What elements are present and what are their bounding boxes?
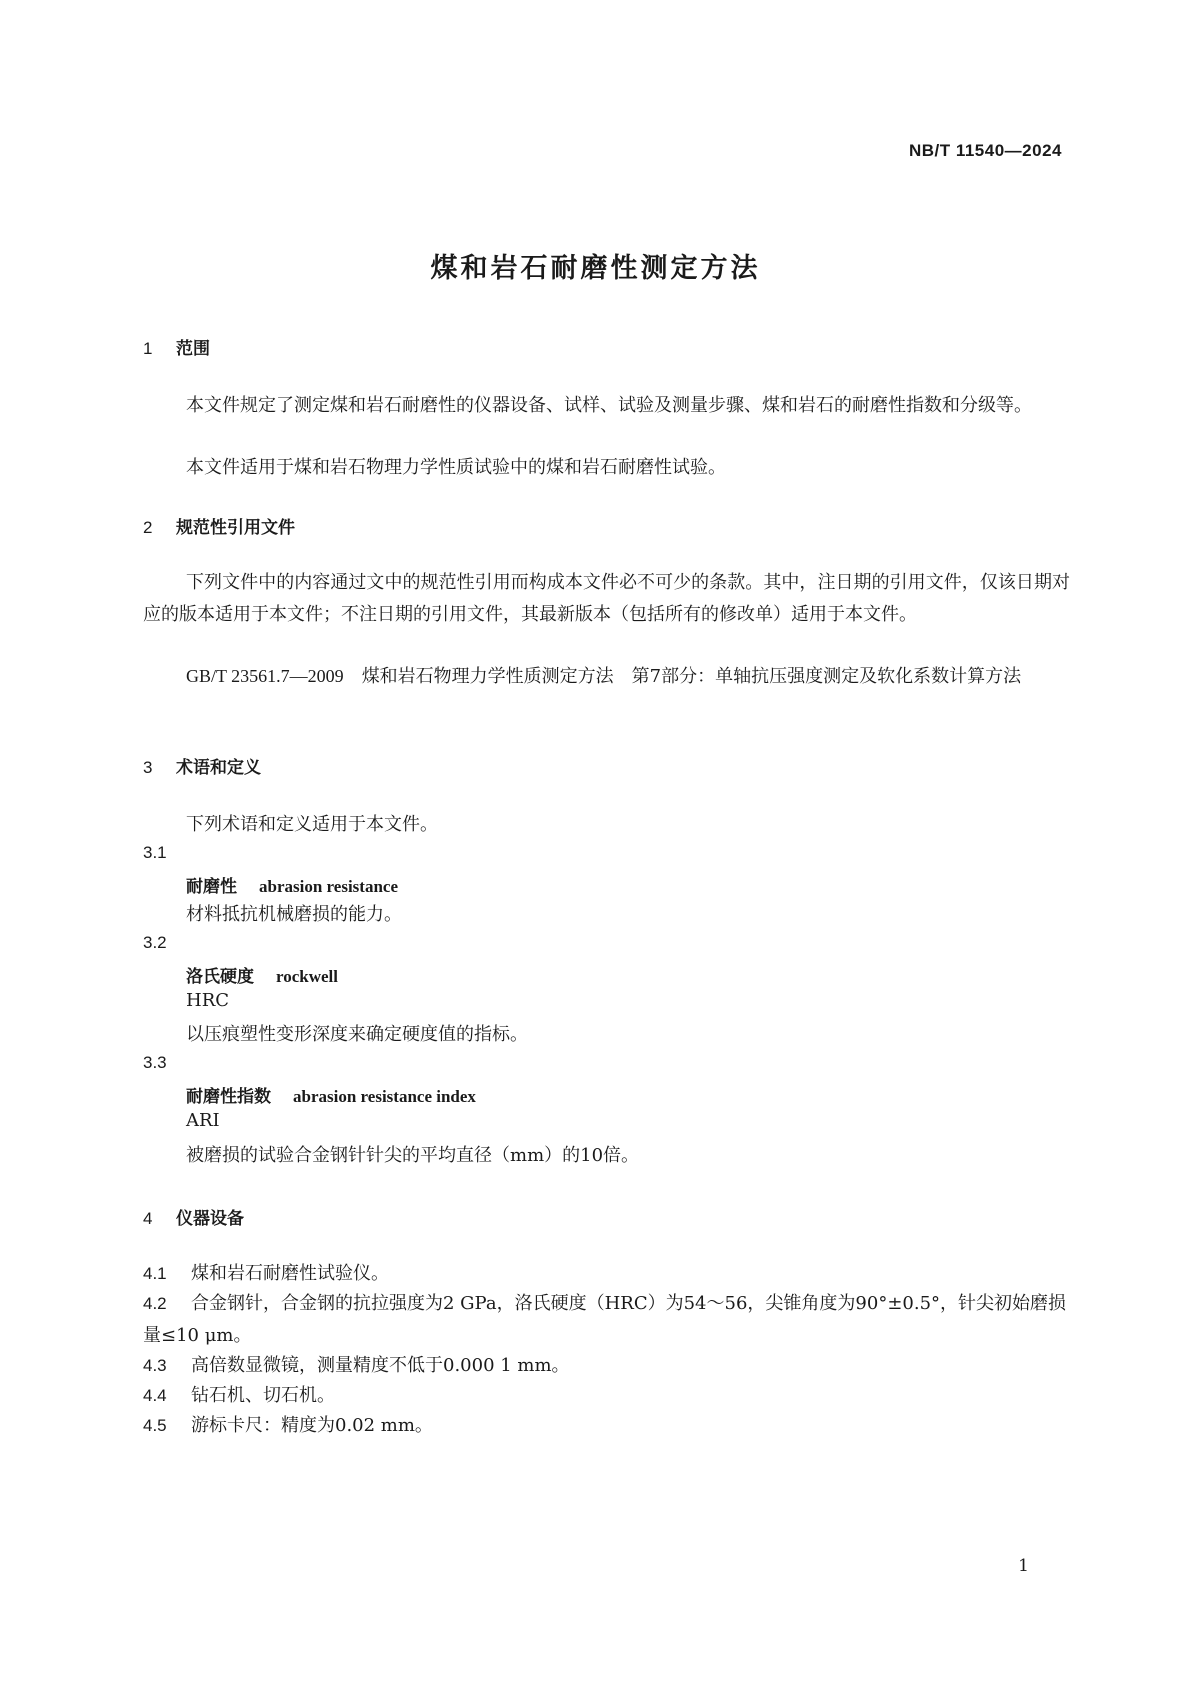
section-1-paragraph-1: 本文件规定了测定煤和岩石耐磨性的仪器设备、试样、试验及测量步骤、煤和岩石的耐磨性指数和分级等。: [186, 395, 1032, 416]
term-english: abrasion resistance index: [293, 1087, 476, 1106]
section-2-heading: [143, 513, 295, 538]
term-english: abrasion resistance: [259, 877, 398, 896]
term-chinese: 洛氏硬度: [186, 967, 254, 987]
page-number: 1: [1018, 1556, 1029, 1576]
section-3-intro: 下列术语和定义适用于本文件。: [186, 814, 438, 835]
term-abbreviation: ARI: [186, 1110, 220, 1131]
item-text: 游标卡尺：精度为0.02 mm。: [191, 1415, 433, 1436]
equipment-item: [143, 1350, 1070, 1382]
term-definition: 被磨损的试验合金钢针针尖的平均直径（mm）的10倍。: [186, 1145, 640, 1166]
item-number: 4.4: [143, 1386, 167, 1405]
term-number: 3.3: [143, 1053, 167, 1072]
reference-title: 煤和岩石物理力学性质测定方法 第7部分：单轴抗压强度测定及软化系数计算方法: [361, 666, 1022, 687]
equipment-item: [143, 1380, 1070, 1412]
item-number: 4.3: [143, 1356, 167, 1375]
term-heading: [186, 1082, 476, 1107]
equipment-item: [143, 1410, 1070, 1442]
term-abbreviation: HRC: [186, 990, 230, 1011]
item-text: 合金钢针，合金钢的抗拉强度为2 GPa，洛氏硬度（HRC）为54～56，尖锥角度为90°±0.5°，针尖初始磨损量≤10 μm。: [143, 1293, 1067, 1346]
term-number: 3.1: [143, 843, 167, 862]
section-title: 规范性引用文件: [176, 518, 295, 538]
term-heading: [186, 872, 398, 897]
section-1-heading: [143, 334, 210, 359]
term-chinese: 耐磨性: [186, 877, 237, 897]
term-heading: [186, 962, 338, 987]
item-number: 4.5: [143, 1416, 167, 1435]
item-text: 煤和岩石耐磨性试验仪。: [191, 1263, 389, 1284]
term-definition: 材料抵抗机械磨损的能力。: [186, 904, 402, 925]
section-1-paragraph-2: 本文件适用于煤和岩石物理力学性质试验中的煤和岩石耐磨性试验。: [186, 457, 726, 478]
section-title: 术语和定义: [176, 758, 261, 778]
reference-code: GB/T 23561.7—2009: [186, 666, 344, 686]
term-chinese: 耐磨性指数: [186, 1087, 271, 1107]
normative-reference: [143, 660, 1070, 693]
equipment-item: [143, 1258, 1070, 1290]
item-number: 4.2: [143, 1294, 167, 1313]
section-number: 4: [143, 1209, 153, 1228]
section-number: 2: [143, 518, 153, 537]
section-number: 3: [143, 758, 153, 777]
section-title: 范围: [176, 339, 210, 359]
term-english: rockwell: [276, 967, 339, 986]
term-definition: 以压痕塑性变形深度来确定硬度值的指标。: [186, 1024, 528, 1045]
equipment-item: [143, 1288, 1070, 1352]
standard-number: NB/T 11540—2024: [908, 141, 1062, 160]
document-title: 煤和岩石耐磨性测定方法: [430, 253, 761, 284]
section-title: 仪器设备: [176, 1209, 244, 1229]
item-text: 钻石机、切石机。: [191, 1385, 335, 1406]
section-4-heading: [143, 1204, 244, 1229]
section-2-paragraph-1: 下列文件中的内容通过文中的规范性引用而构成本文件必不可少的条款。其中，注日期的引用文件，仅该日期对应的版本适用于本文件；不注日期的引用文件，其最新版本（包括所有的修改单）适用于本文件。: [143, 572, 1070, 625]
section-number: 1: [143, 339, 153, 358]
item-text: 高倍数显微镜，测量精度不低于0.000 1 mm。: [191, 1355, 570, 1376]
term-number: 3.2: [143, 933, 167, 952]
section-3-heading: [143, 753, 261, 778]
item-number: 4.1: [143, 1264, 167, 1283]
